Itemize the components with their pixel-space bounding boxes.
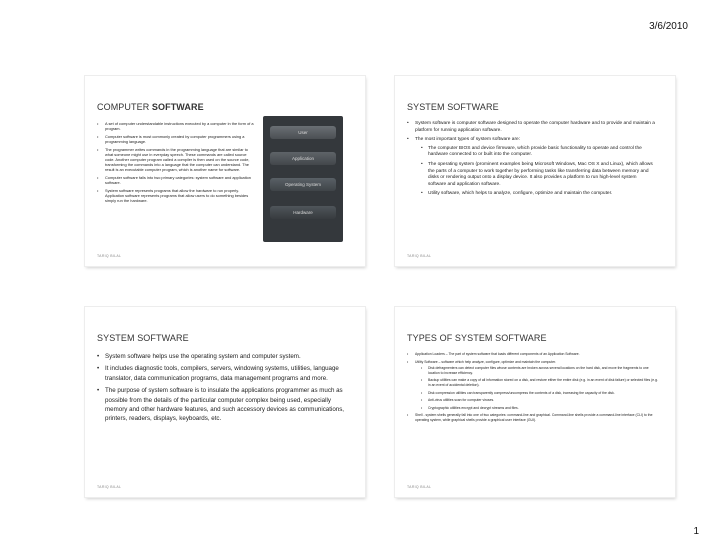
diagram-layer-user: User (270, 126, 336, 139)
bullet: • System software is computer software designed to operate the computer hardware and to provide and maintain a platform for running application software. (407, 121, 655, 134)
slide-bullet-list (407, 352, 659, 426)
slide-title: SYSTEM SOFTWARE (97, 333, 189, 343)
slide-4-thumbnail (395, 307, 675, 497)
slide-bullet-list (97, 121, 257, 206)
sub-bullet: • Backup utilities can make a copy of all information stored on a disk, and restore either the entire disk (e.g. in an event of disk failure) or selected files (e.g. in an event of accidental deletion). (421, 378, 659, 387)
header-date: 3/6/2010 (649, 21, 688, 32)
sub-bullet: • The computer BIOS and device firmware, which provide basic functionality to operate and control the hardware connected to or built into the computer. (421, 146, 655, 159)
slide-footer: TARIQ BILAL (97, 485, 122, 489)
bullet: • The purpose of system software is to insulate the applications programmer as much as possible from the details of the particular computer complex being used, especially memory and other hardware features, and such accessory devices as communications, printers, readers, displays, keyboards, etc. (97, 386, 347, 424)
slide-title: SYSTEM SOFTWARE (407, 102, 499, 112)
slide-footer: TARIQ BILAL (407, 254, 432, 258)
software-layers-diagram (263, 116, 343, 242)
slide-footer: TARIQ BILAL (407, 485, 432, 489)
sub-bullet: • The operating system (prominent examples being Microsoft Windows, Mac OS X and Linux), which allows the parts of a computer to work together by performing tasks like transferring data between memory and disks or rendering output onto a display device. It also provides a platform to run high-level system software and application software. (421, 162, 655, 188)
sub-bullet: • Disk defragmenters can detect computer files whose contents are broken across several locations on the hard disk, and move the fragments to one location to increase efficiency. (421, 366, 659, 375)
sub-bullet: • Cryptographic utilities encrypt and decrypt streams and files. (421, 406, 659, 411)
slide-title: COMPUTER SOFTWARE (97, 102, 204, 112)
diagram-layer-hardware: Hardware (270, 206, 336, 219)
slide-footer: TARIQ BILAL (97, 254, 122, 258)
bullet: • Application Loaders – The part of system software that loads different components of an Application Software. (407, 352, 659, 357)
bullet: • System software helps use the operating system and computer system. (97, 352, 347, 361)
bullet: • Computer software is most commonly created by computer programmers using a programming language. (97, 134, 257, 144)
diagram-layer-application: Application (270, 152, 336, 165)
slide-bullet-list (97, 352, 347, 427)
sub-bullet: • Anti-virus utilities scan for computer viruses. (421, 398, 659, 403)
bullet: • The most important types of system software are: • The computer BIOS and device firmware, which provide basic functionality to operate and control the hardware connected to or built into the computer. • The operating system (prominent examples being Microsoft Windows, Mac OS X and Linux), which allows the parts of a computer to work together by performing tasks like transferring data between memory and disks or rendering output onto a display device. It also provides a platform to run high-level system software and application software. • Utility software, which helps to analyze, configure, optimize and maintain the computer. (407, 137, 655, 198)
slide-2-thumbnail (395, 76, 675, 266)
bullet: • Shell - system shells generally fall into one of two categories: command-line and graphical. Command-line shells provide a command-line interface (CLI) to the operating system, while graphical shells provide a graphical user interface (GUI). (407, 413, 659, 422)
bullet: • The programmer writes commands in the programming language that are similar to what someone might use in everyday speech. These commands are called source code. Another computer program called a compiler is then used on the source code, transforming the commands into a language that the computer can understand. The result is an executable computer program, which is another name for software. (97, 147, 257, 172)
slide-bullet-list (407, 121, 655, 201)
slide-1-thumbnail (85, 76, 365, 266)
diagram-layer-operating-system: Operating System (270, 178, 336, 191)
sub-bullet: • Disk compression utilities can transparently compress/uncompress the contents of a disk, increasing the capacity of the disk. (421, 391, 659, 396)
slide-3-thumbnail (85, 307, 365, 497)
bullet: • Computer software falls into two primary categories: system software and application software. (97, 175, 257, 185)
bullet: • System software represents programs that allow the hardware to run properly. Application software represents programs that allow users to do something besides simply run the hardware. (97, 188, 257, 203)
slide-title: TYPES OF SYSTEM SOFTWARE (407, 333, 547, 343)
page-number: 1 (693, 526, 699, 537)
bullet: • It includes diagnostic tools, compilers, servers, windowing systems, utilities, language translator, data communication programs, data management programs and more. (97, 364, 347, 383)
sub-bullet-list (415, 366, 659, 410)
sub-bullet-list (415, 146, 655, 198)
sub-bullet: • Utility software, which helps to analyze, configure, optimize and maintain the computer. (421, 191, 655, 198)
bullet: • A set of computer understandable instructions executed by a computer in the form of a program. (97, 121, 257, 131)
bullet: • Utility Software – software which help analyze, configure, optimize and maintain the computer. • Disk defragmenters can detect computer files whose contents are broken across several locations on the hard disk, and move the fragments to one location to increase efficiency. • Backup utilities can make a copy of all information stored on a disk, and restore either the entire disk (e.g. in an event of disk failure) or selected files (e.g. in an event of accidental deletion). • Disk compression utilities can transparently compress/uncompress the contents of a disk, increasing the capacity of the disk. • Anti-virus utilities scan for computer viruses. • Cryptographic utilities encrypt and decrypt streams and files. (407, 360, 659, 411)
